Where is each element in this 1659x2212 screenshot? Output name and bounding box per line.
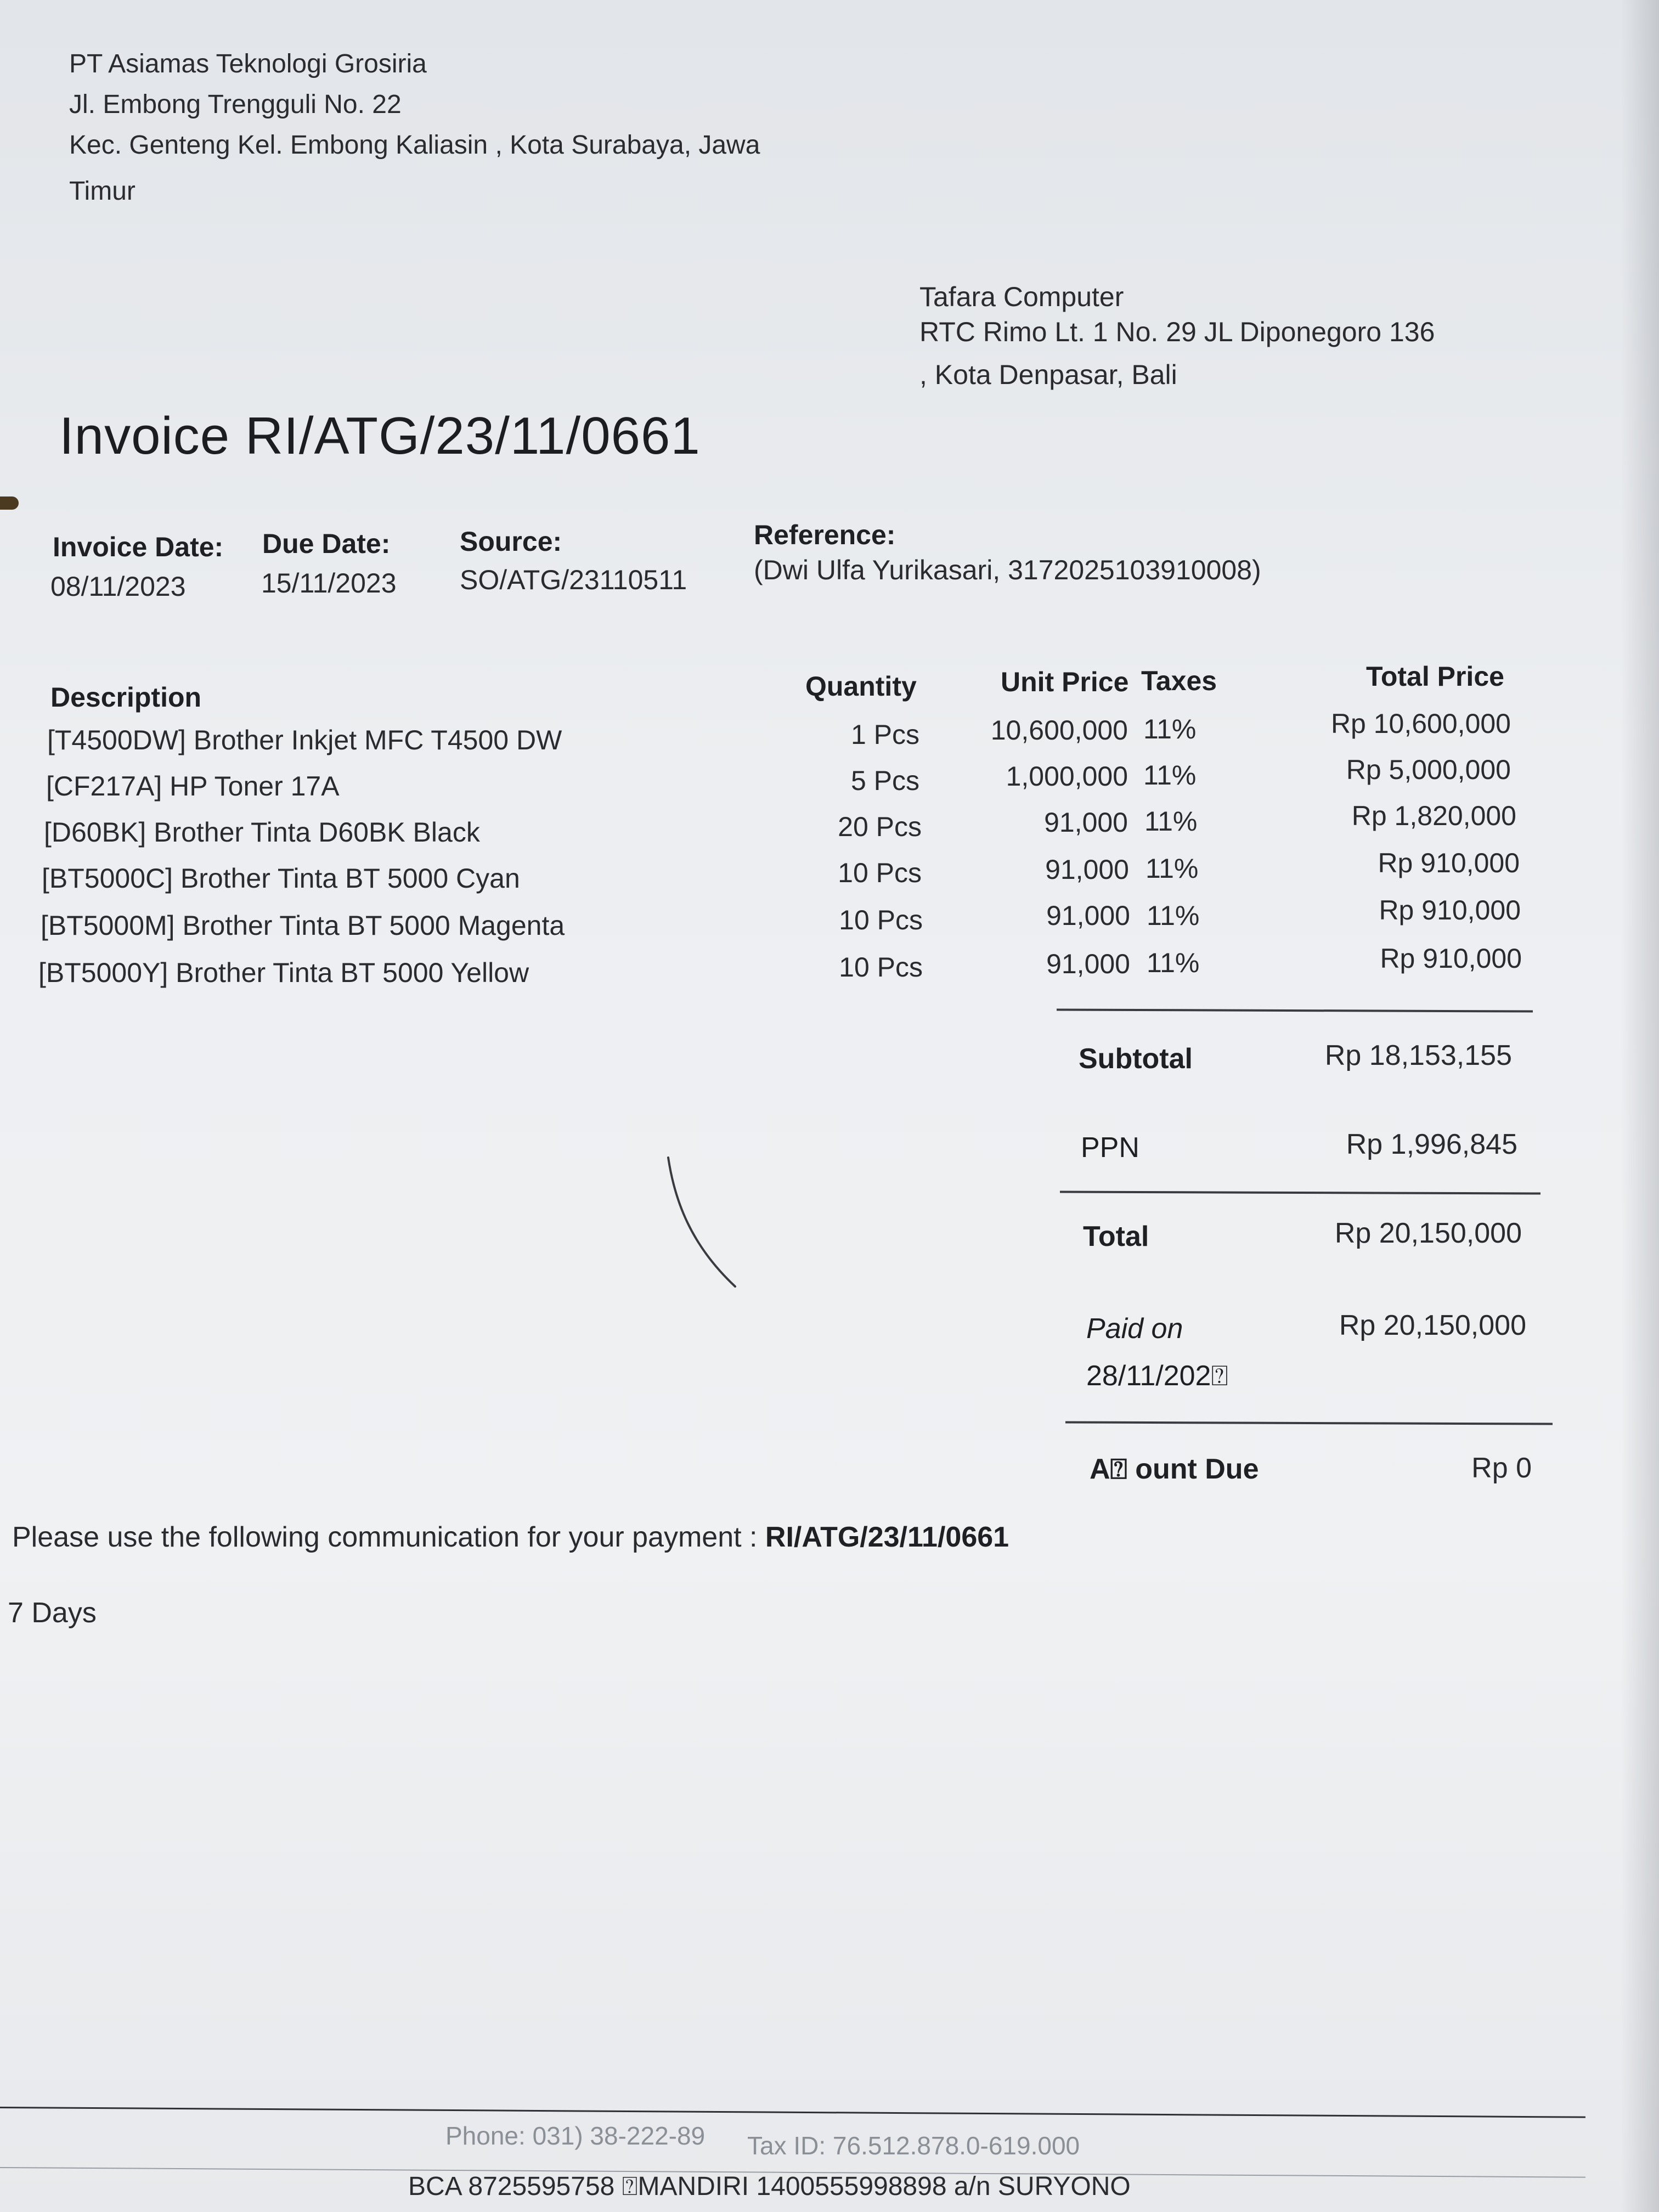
binder-clip-mark [0,496,19,510]
column-header-taxes: Taxes [1141,665,1217,696]
column-header-quantity: Quantity [805,671,917,702]
company-address-line1: Jl. Embong Trengguli No. 22 [69,90,402,119]
paid-on-label: Paid on [1086,1313,1183,1345]
pen-stroke-mark [658,1152,746,1295]
paid-amount: Rp 20,150,000 [1339,1310,1526,1341]
line-unit-price: 91,000 [1044,807,1128,838]
line-total: Rp 910,000 [1378,848,1520,878]
line-quantity: 10 Pcs [838,857,922,888]
line-description: [D60BK] Brother Tinta D60BK Black [44,817,480,848]
line-description: [BT5000Y] Brother Tinta BT 5000 Yellow [38,957,529,988]
payment-communication-reference: RI/ATG/23/11/0661 [765,1521,1009,1553]
payment-communication [12,1521,1009,1554]
amount-due-divider [1065,1421,1553,1425]
partner-address-line1: RTC Rimo Lt. 1 No. 29 JL Diponegoro 136 [919,317,1435,347]
line-description: [T4500DW] Brother Inkjet MFC T4500 DW [47,725,562,755]
company-name: PT Asiamas Teknologi Grosiria [69,49,427,78]
subtotal-label: Subtotal [1079,1043,1193,1075]
line-total: Rp 10,600,000 [1330,708,1511,739]
reference-value: (Dwi Ulfa Yurikasari, 3172025103910008) [754,555,1261,585]
amount-due-label: A⍰ ount Due [1090,1453,1259,1485]
amount-due-value: Rp 0 [1471,1452,1532,1484]
line-description: [BT5000M] Brother Tinta BT 5000 Magenta [41,910,565,941]
line-quantity: 1 Pcs [850,719,919,750]
total-label: Total [1083,1221,1149,1252]
payment-terms: 7 Days [8,1597,97,1629]
footer-divider [0,2107,1585,2118]
partner-address-line2: , Kota Denpasar, Bali [919,359,1177,390]
line-taxes: 11% [1144,806,1198,837]
line-description: [CF217A] HP Toner 17A [46,771,340,802]
source-value: SO/ATG/23110511 [460,565,687,595]
paid-on-date: 28/11/202⍰ [1086,1360,1228,1392]
invoice-title: Invoice RI/ATG/23/11/0661 [59,407,701,465]
line-total: Rp 5,000,000 [1346,754,1511,785]
line-quantity: 20 Pcs [838,811,922,842]
due-date-value: 15/11/2023 [261,568,397,599]
line-total: Rp 910,000 [1380,943,1522,974]
ppn-label: PPN [1081,1132,1139,1164]
line-taxes: 11% [1143,714,1197,744]
line-description: [BT5000C] Brother Tinta BT 5000 Cyan [42,863,520,894]
line-unit-price: 91,000 [1046,949,1130,979]
column-header-unit-price: Unit Price [1001,667,1129,697]
line-unit-price: 1,000,000 [1006,761,1128,792]
column-header-description: Description [50,682,202,713]
footer-phone: Phone: 031) 38-222-89 [445,2121,706,2150]
line-unit-price: 10,600,000 [990,715,1128,746]
subtotal-divider [1057,1008,1533,1012]
partner-name: Tafara Computer [919,281,1124,312]
line-unit-price: 91,000 [1045,854,1129,885]
line-total: Rp 910,000 [1379,895,1521,926]
line-quantity: 10 Pcs [839,905,923,935]
reference-label: Reference: [754,520,896,550]
total-value: Rp 20,150,000 [1334,1217,1522,1249]
invoice-date-label: Invoice Date: [53,532,224,562]
company-address-line3: Timur [69,177,136,206]
footer-bank-accounts: BCA 8725595758 ⍰MANDIRI 1400555998898 a/n SURYONO [408,2172,1131,2201]
ppn-value: Rp 1,996,845 [1346,1128,1517,1160]
line-taxes: 11% [1147,900,1200,931]
payment-communication-text: Please use the following communication for your payment : [12,1521,765,1553]
line-total: Rp 1,820,000 [1351,800,1516,831]
line-taxes: 11% [1147,947,1200,978]
due-date-label: Due Date: [262,528,391,559]
total-divider [1060,1190,1541,1194]
line-quantity: 5 Pcs [850,765,919,796]
line-taxes: 11% [1146,853,1199,884]
company-address-line2: Kec. Genteng Kel. Embong Kaliasin , Kota Surabaya, Jawa [69,131,760,160]
line-quantity: 10 Pcs [839,952,923,983]
line-taxes: 11% [1143,760,1197,791]
page-edge-shadow [1621,0,1659,2212]
invoice-date-value: 08/11/2023 [50,571,186,602]
source-label: Source: [460,526,562,557]
footer-tax-id: Tax ID: 76.512.878.0-619.000 [747,2131,1080,2160]
line-unit-price: 91,000 [1046,900,1130,931]
column-header-total-price: Total Price [1366,661,1504,692]
subtotal-value: Rp 18,153,155 [1324,1040,1512,1071]
